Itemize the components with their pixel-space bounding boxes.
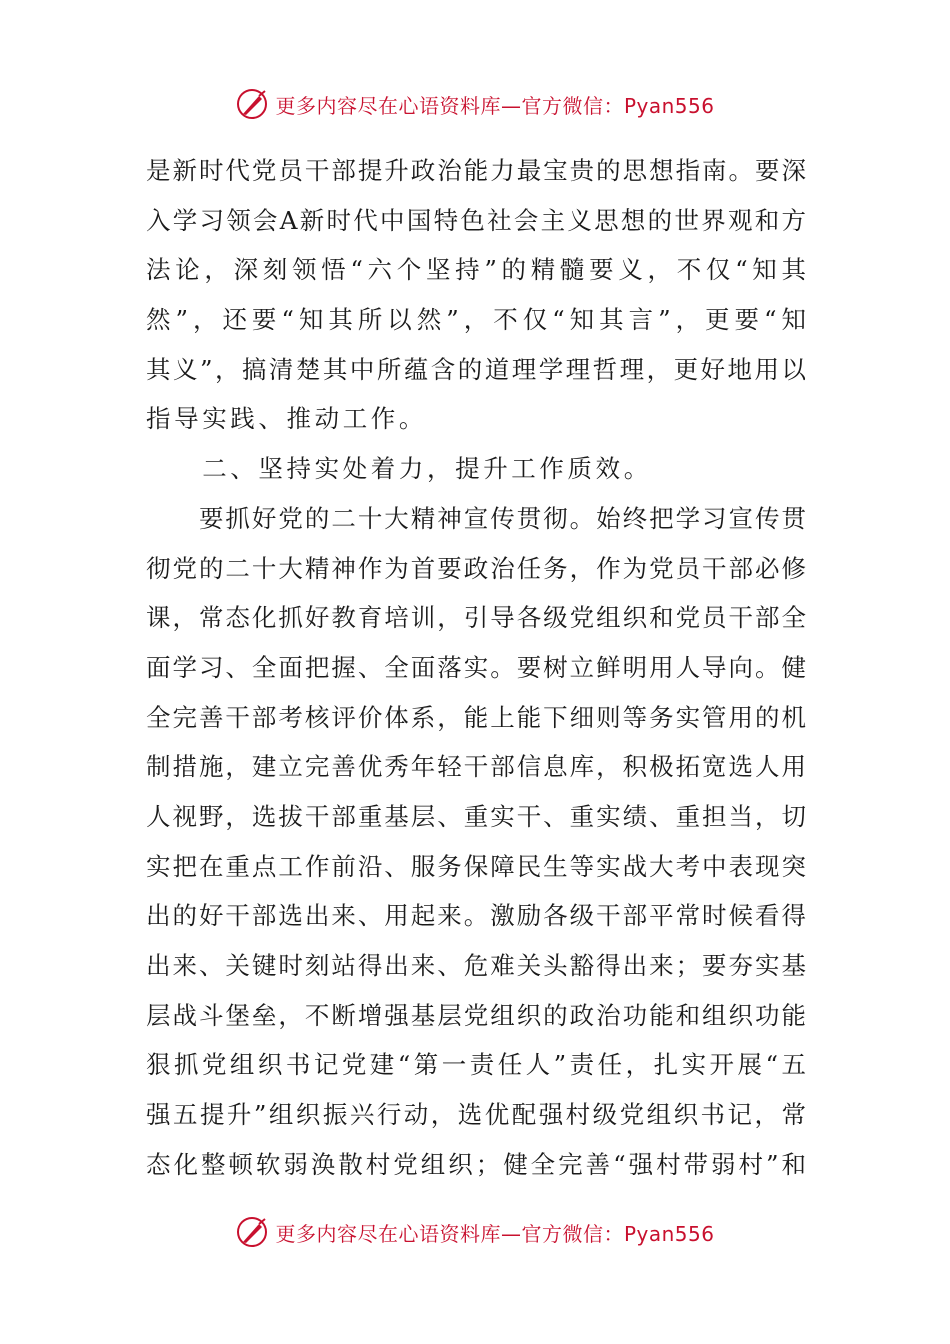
body-line: 其义”，搞清楚其中所蕴含的道理学理哲理，更好地用以 — [146, 354, 806, 384]
body-line: 全完善干部考核评价体系，能上能下细则等务实管用的机 — [146, 702, 806, 732]
body-line: 面学习、全面把握、全面落实。要树立鲜明用人导向。健 — [146, 652, 806, 682]
body-line: 入学习领会A新时代中国特色社会主义思想的世界观和方 — [146, 205, 806, 235]
body-line: 法论，深刻领悟“六个坚持”的精髓要义，不仅“知其 — [146, 255, 806, 285]
body-line: 要抓好党的二十大精神宣传贯彻。始终把学习宣传贯 — [146, 503, 806, 533]
body-line: 彻党的二十大精神作为首要政治任务，作为党员干部必修 — [146, 553, 806, 583]
watermark-text: 更多内容尽在心语资料库—官方微信：Pyan556 — [275, 93, 715, 118]
document-body — [146, 146, 806, 1189]
quill-logo-icon — [235, 1215, 269, 1249]
body-line: 人视野，选拔干部重基层、重实干、重实绩、重担当，切 — [146, 801, 806, 831]
body-line: 出来、关键时刻站得出来、危难关头豁得出来；要夯实基 — [146, 951, 806, 980]
body-line: 然”，还要“知其所以然”，不仅“知其言”，更要“知 — [146, 305, 806, 335]
body-line: 实把在重点工作前沿、服务保障民生等实战大考中表现突 — [146, 851, 806, 881]
body-line: 出的好干部选出来、用起来。激励各级干部平常时候看得 — [146, 901, 806, 931]
watermark-text: 更多内容尽在心语资料库—官方微信：Pyan556 — [275, 1221, 715, 1246]
body-line: 强五提升”组织振兴行动，选优配强村级党组织书记，常 — [146, 1100, 806, 1130]
watermark-footer — [0, 1212, 950, 1252]
watermark-header — [0, 84, 950, 124]
section-heading: 二、坚持实处着力，提升工作质效。 — [146, 454, 652, 484]
body-line: 课，常态化抓好教育培训，引导各级党组织和党员干部全 — [146, 603, 806, 633]
body-line: 狠抓党组织书记党建“第一责任人”责任，扎实开展“五 — [146, 1050, 806, 1080]
body-line: 层战斗堡垒，不断增强基层党组织的政治功能和组织功能 — [146, 1000, 806, 1030]
body-line: 指导实践、推动工作。 — [146, 404, 427, 434]
body-line: 制措施，建立完善优秀年轻干部信息库，积极拓宽选人用 — [146, 752, 806, 782]
body-line: 态化整顿软弱涣散村党组织；健全完善“强村带弱村”和 — [146, 1149, 806, 1179]
quill-logo-icon — [235, 87, 269, 121]
body-line: 是新时代党员干部提升政治能力最宝贵的思想指南。要深 — [146, 156, 806, 185]
